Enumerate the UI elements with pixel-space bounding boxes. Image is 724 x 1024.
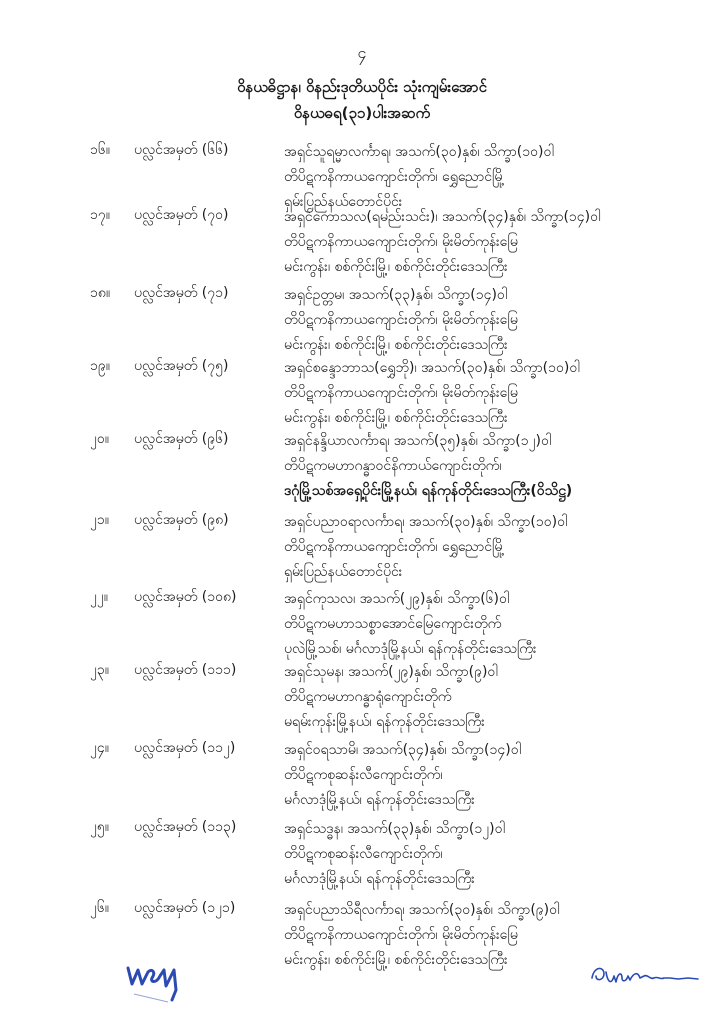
entry-details — [284, 356, 704, 431]
signature-mark-left — [122, 950, 202, 1010]
entry-detail-line: မင်းကွန်း၊ စစ်ကိုင်းမြို့၊ စစ်ကိုင်းတိုင်းဒေသကြီး — [284, 259, 508, 275]
entry-detail-line: အရှင်သုမန၊ အသက်(၂၉)နှစ်၊ သိက္ခာ(၉)ဝါ — [284, 664, 498, 680]
entry-detail-line: တိပိဋကစုဆန်းလီကျောင်းတိုက်၊ — [284, 767, 443, 783]
entry-detail-line: အရှင်သူရမ္မာလင်္ကာရ၊ အသက်(၃၀)နှစ်၊ သိက္ခာ(၁၀)ဝါ — [284, 144, 554, 160]
entry-detail-line: ရှမ်းပြည်နယ်တောင်ပိုင်း — [284, 564, 403, 580]
entry-detail-line: မရမ်းကုန်းမြို့နယ်၊ ရန်ကုန်တိုင်းဒေသကြီး — [284, 714, 485, 730]
entry-detail-line: တိပိဋကနိကာယကျောင်းတိုက်၊ မိုးမိတ်ကုန်းမြေ — [284, 234, 518, 250]
entry-number: ၁၉။ — [90, 358, 110, 374]
entry-detail-line: အရှင်စန္ဒောဘာသ(ရွှေဘို)၊ အသက်(၃၀)နှစ်၊ သိက္ခာ(၁၀)ဝါ — [284, 360, 580, 376]
entry-seat-label: ပလ္လင်အမှတ် (၁၂၁) — [134, 900, 236, 916]
entry-details — [284, 587, 704, 662]
entry-number: ၂၀။ — [90, 431, 109, 447]
entry-detail-line: တိပိဋကစုဆန်းလီကျောင်းတိုက်၊ — [284, 846, 443, 862]
entry-seat-label: ပလ္လင်အမှတ် (၁၀၈) — [134, 589, 237, 605]
entry-seat-label: ပလ္လင်အမှတ် (၉၆) — [134, 431, 229, 447]
entry-seat-label: ပလ္လင်အမှတ် (၇၀) — [134, 207, 229, 223]
entry-detail-line: မင်္ဂလာဒုံမြို့နယ်၊ ရန်ကုန်တိုင်းဒေသကြီး — [284, 792, 475, 808]
entry-detail-line: မင်းကွန်း၊ စစ်ကိုင်းမြို့၊ စစ်ကိုင်းတိုင်းဒေသကြီး — [284, 337, 508, 353]
entry-number: ၂၆။ — [90, 900, 109, 916]
entry-details — [284, 140, 704, 215]
entry-details — [284, 429, 704, 504]
entry-detail-line: အရှင်ပညာသိရီလင်္ကာရ၊ အသက်(၃၀)နှစ်၊ သိက္ခာ(၉)ဝါ — [284, 902, 560, 918]
entry-detail-line: ဒဂုံမြို့သစ်အရှေ့ပိုင်းမြို့နယ်၊ ရန်ကုန်တိုင်းဒေသကြီး(ဝိသိဋ္ဌ) — [284, 483, 573, 499]
page-number: ၄ — [357, 43, 367, 62]
entry-seat-label: ပလ္လင်အမှတ် (၉၈) — [134, 512, 229, 528]
entry-detail-line: ပုလဲမြို့သစ်၊ မင်္ဂလာဒုံမြို့နယ်၊ ရန်ကုန်တိုင်းဒေသကြီး — [284, 641, 537, 657]
entry-detail-line: တိပိဋကနိကာယကျောင်းတိုက်၊ ရွှေညောင်မြို့ — [284, 169, 505, 185]
entry-details — [284, 817, 704, 892]
entry-number: ၂၃။ — [90, 662, 109, 678]
entry-number: ၁၈။ — [90, 285, 111, 301]
entry-number: ၂၄။ — [90, 740, 109, 756]
entry-detail-line: တိပိဋကနိကာယကျောင်းတိုက်၊ မိုးမိတ်ကုန်းမြေ — [284, 927, 518, 943]
entry-detail-line: အရှင်ပညာဝရာလင်္ကာရ၊ အသက်(၃၀)နှစ်၊ သိက္ခာ(၁၀)ဝါ — [284, 514, 568, 530]
document-subheading: ဝိနယဓရ(၃၁)ပါးအဆက် — [293, 104, 431, 122]
entry-seat-label: ပလ္လင်အမှတ် (၁၁၂) — [134, 740, 236, 756]
entry-details — [284, 738, 704, 813]
entry-number: ၂၂။ — [90, 589, 108, 605]
entry-details — [284, 283, 704, 358]
entry-detail-line: အရှင်သဒ္ဓန၊ အသက်(၃၃)နှစ်၊ သိက္ခာ(၁၂)ဝါ — [284, 821, 505, 837]
entry-detail-line: တိပိဋကမဟာသစ္စာအောင်မြေကျောင်းတိုက် — [284, 616, 502, 632]
entry-detail-line: မင်းကွန်း၊ စစ်ကိုင်းမြို့၊ စစ်ကိုင်းတိုင်းဒေသကြီး — [284, 952, 508, 968]
entry-number: ၂၅။ — [90, 819, 109, 835]
document-heading: ဝိနယဓိဋ္ဌာန၊ ဝိနည်းဒုတိယပိုင်း သုံးကျမ်းအောင် — [237, 78, 487, 96]
entry-details — [284, 205, 704, 280]
entry-detail-line: မင်္ဂလာဒုံမြို့နယ်၊ ရန်ကုန်တိုင်းဒေသကြီး — [284, 871, 475, 887]
entry-detail-line: အရှင်နန္ဒိယာလင်္ကာရ၊ အသက်(၃၅)နှစ်၊ သိက္ခာ(၁၂)ဝါ — [284, 433, 552, 449]
entry-seat-label: ပလ္လင်အမှတ် (၁၁၁) — [134, 662, 237, 678]
entry-seat-label: ပလ္လင်အမှတ် (၁၁၃) — [134, 819, 237, 835]
entry-detail-line: အရှင်ကောသလ(ရမည်းသင်း)၊ အသက်(၃၄)နှစ်၊ သိက္ခာ(၁၄)ဝါ — [284, 209, 601, 225]
entry-detail-line: မင်းကွန်း၊ စစ်ကိုင်းမြို့၊ စစ်ကိုင်းတိုင်းဒေသကြီး — [284, 410, 508, 426]
entry-number: ၁၇။ — [90, 207, 110, 223]
entry-detail-line: အရှင်ဝရသာမိ၊ အသက်(၃၄)နှစ်၊ သိက္ခာ(၁၄)ဝါ — [284, 742, 521, 758]
entry-detail-line: အရှင်ကုသလ၊ အသက်(၂၉)နှစ်၊ သိက္ခာ(၆)ဝါ — [284, 591, 510, 607]
entry-number: ၁၆။ — [90, 142, 110, 158]
entry-detail-line: တိပိဋကနိကာယကျောင်းတိုက်၊ ရွှေညောင်မြို့ — [284, 539, 505, 555]
entry-detail-line: အရှင်ဥတ္တမ၊ အသက်(၃၃)နှစ်၊ သိက္ခာ(၁၄)ဝါ — [284, 287, 508, 303]
entry-details — [284, 510, 704, 585]
entry-number: ၂၁။ — [90, 512, 109, 528]
entry-seat-label: ပလ္လင်အမှတ် (၇၁) — [134, 285, 229, 301]
entry-detail-line: ရှမ်းပြည်နယ်တောင်ပိုင်း — [284, 194, 403, 210]
entry-seat-label: ပလ္လင်အမှတ် (၆၆) — [134, 142, 229, 158]
entry-details — [284, 660, 704, 735]
entry-detail-line: တိပိဋကမဟာဂန္ဓာရုံကျောင်းတိုက် — [284, 689, 452, 705]
signature-mark-right — [588, 958, 708, 994]
entry-seat-label: ပလ္လင်အမှတ် (၇၅) — [134, 358, 229, 374]
entry-detail-line: တိပိဋကနိကာယကျောင်းတိုက်၊ မိုးမိတ်ကုန်းမြေ — [284, 312, 518, 328]
entry-detail-line: တိပိဋကနိကာယကျောင်းတိုက်၊ မိုးမိတ်ကုန်းမြေ — [284, 385, 518, 401]
entry-detail-line: တိပိဋကမဟာဂန္ဓာဝင်နိကာယ်ကျောင်းတိုက်၊ — [284, 458, 502, 474]
